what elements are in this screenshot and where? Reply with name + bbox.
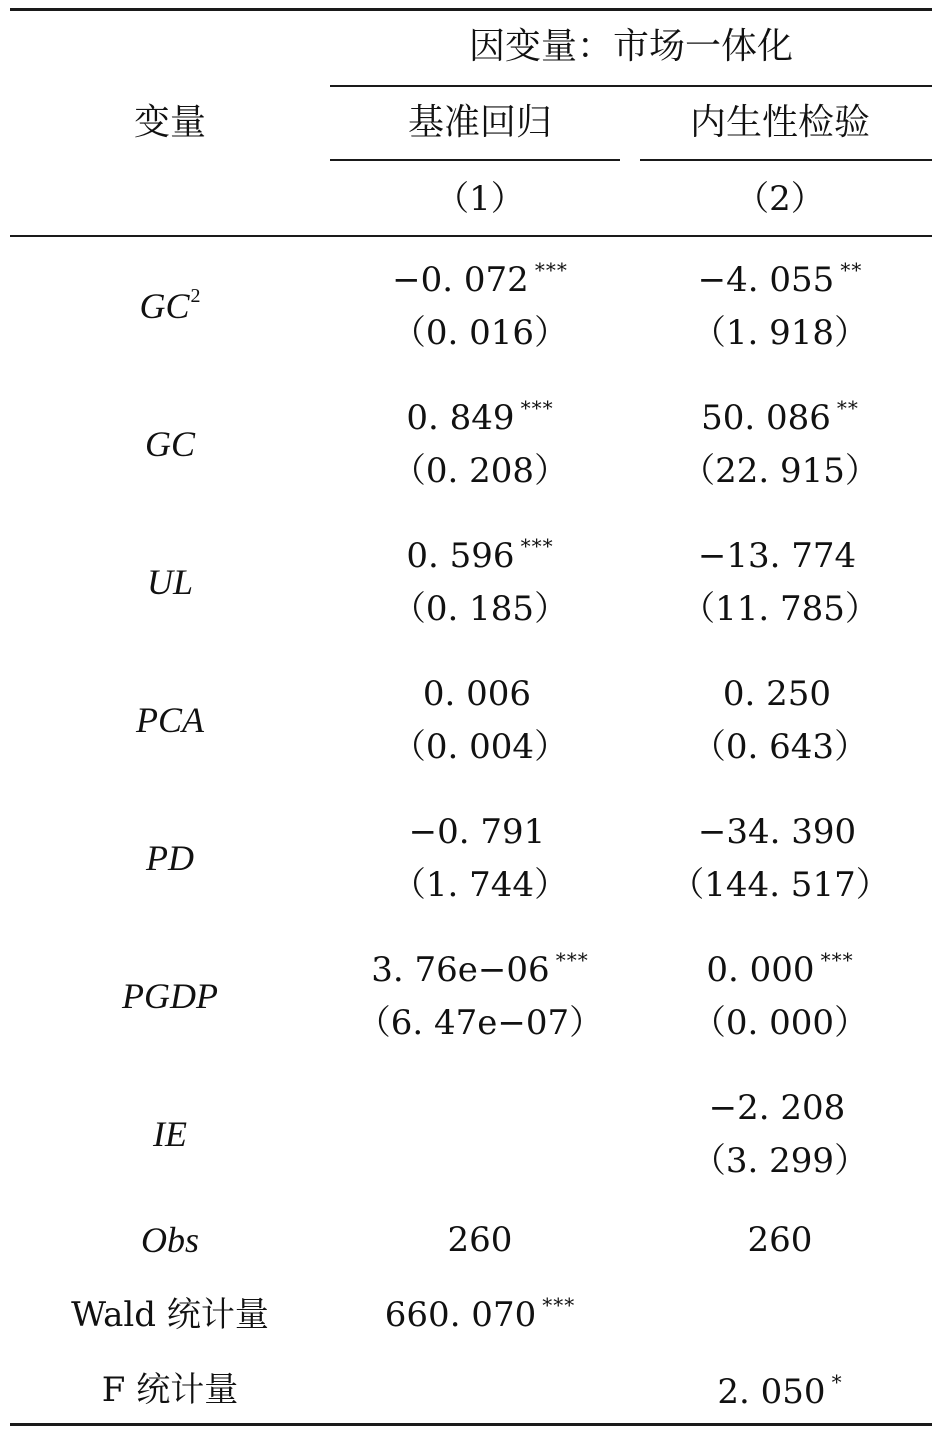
dep-var-header: 因变量：市场一体化 (468, 26, 793, 67)
se-ul-c1: （0. 185） (391, 589, 569, 629)
se-pd-c1: （1. 744） (391, 865, 569, 905)
col1-title: 基准回归 (407, 102, 552, 143)
col2-title-rule (640, 159, 932, 161)
wald-c1: 660. 070 *** (384, 1293, 576, 1335)
coef-pd-c1: −0. 791 (408, 812, 546, 852)
row-var-pgdp: PGDP (122, 976, 218, 1016)
row-var-ul: UL (146, 562, 194, 602)
header-bottom-rule (10, 235, 932, 237)
row-var-gc: GC (144, 424, 195, 464)
bottom-rule (10, 1423, 932, 1426)
se-gc-c2: （22. 915） (681, 451, 879, 491)
coef-gc2-c2: −4. 055 ** (697, 258, 863, 300)
row-var-ie: IE (153, 1114, 187, 1154)
top-rule (10, 8, 932, 11)
se-ie-c2: （3. 299） (691, 1141, 869, 1181)
var-header: 变量 (133, 102, 206, 143)
se-ul-c2: （11. 785） (681, 589, 879, 629)
f-label: F 统计量 (101, 1370, 239, 1410)
se-pd-c2: （144. 517） (670, 865, 890, 905)
coef-gc-c1: 0. 849 *** (406, 396, 554, 438)
se-gc-c1: （0. 208） (391, 451, 569, 491)
se-pgdp-c2: （0. 000） (691, 1003, 869, 1043)
coef-pgdp-c2: 0. 000 *** (706, 948, 854, 990)
se-pca-c2: （0. 643） (691, 727, 869, 767)
coef-pd-c2: −34. 390 (697, 812, 857, 852)
coef-gc-c2: 50. 086 ** (701, 396, 859, 438)
coef-pca-c2: 0. 250 (722, 674, 832, 714)
wald-label: Wald 统计量 (71, 1295, 269, 1335)
col1-number: （1） (435, 179, 525, 219)
row-var-pca: PCA (136, 700, 204, 740)
coef-ul-c2: −13. 774 (697, 536, 857, 576)
coef-ie-c2: −2. 208 (708, 1088, 846, 1128)
coef-pca-c1: 0. 006 (422, 674, 532, 714)
obs-c2: 260 (747, 1220, 813, 1260)
col2-number: （2） (735, 179, 825, 219)
coef-pgdp-c1: 3. 76e−06 *** (371, 948, 589, 990)
var-superscript: 2 (190, 285, 201, 307)
se-pgdp-c1: （6. 47e−07） (356, 1003, 604, 1043)
row-var-pd: PD (146, 838, 194, 878)
col1-title-rule (330, 159, 620, 161)
coef-gc2-c1: −0. 072 *** (392, 258, 568, 300)
obs-label: Obs (140, 1220, 199, 1260)
se-gc2-c2: （1. 918） (691, 313, 869, 353)
row-var-gc2: $GC^2$ (139, 285, 201, 326)
col2-title: 内生性检验 (689, 102, 870, 143)
coef-ie-c1 (330, 1088, 630, 1132)
obs-c1: 260 (447, 1220, 513, 1260)
se-gc2-c1: （0. 016） (391, 313, 569, 353)
dep-var-rule (330, 85, 932, 87)
se-pca-c1: （0. 004） (391, 727, 569, 767)
f-c2: 2. 050 * (717, 1370, 843, 1412)
coef-ul-c1: 0. 596 *** (406, 534, 554, 576)
